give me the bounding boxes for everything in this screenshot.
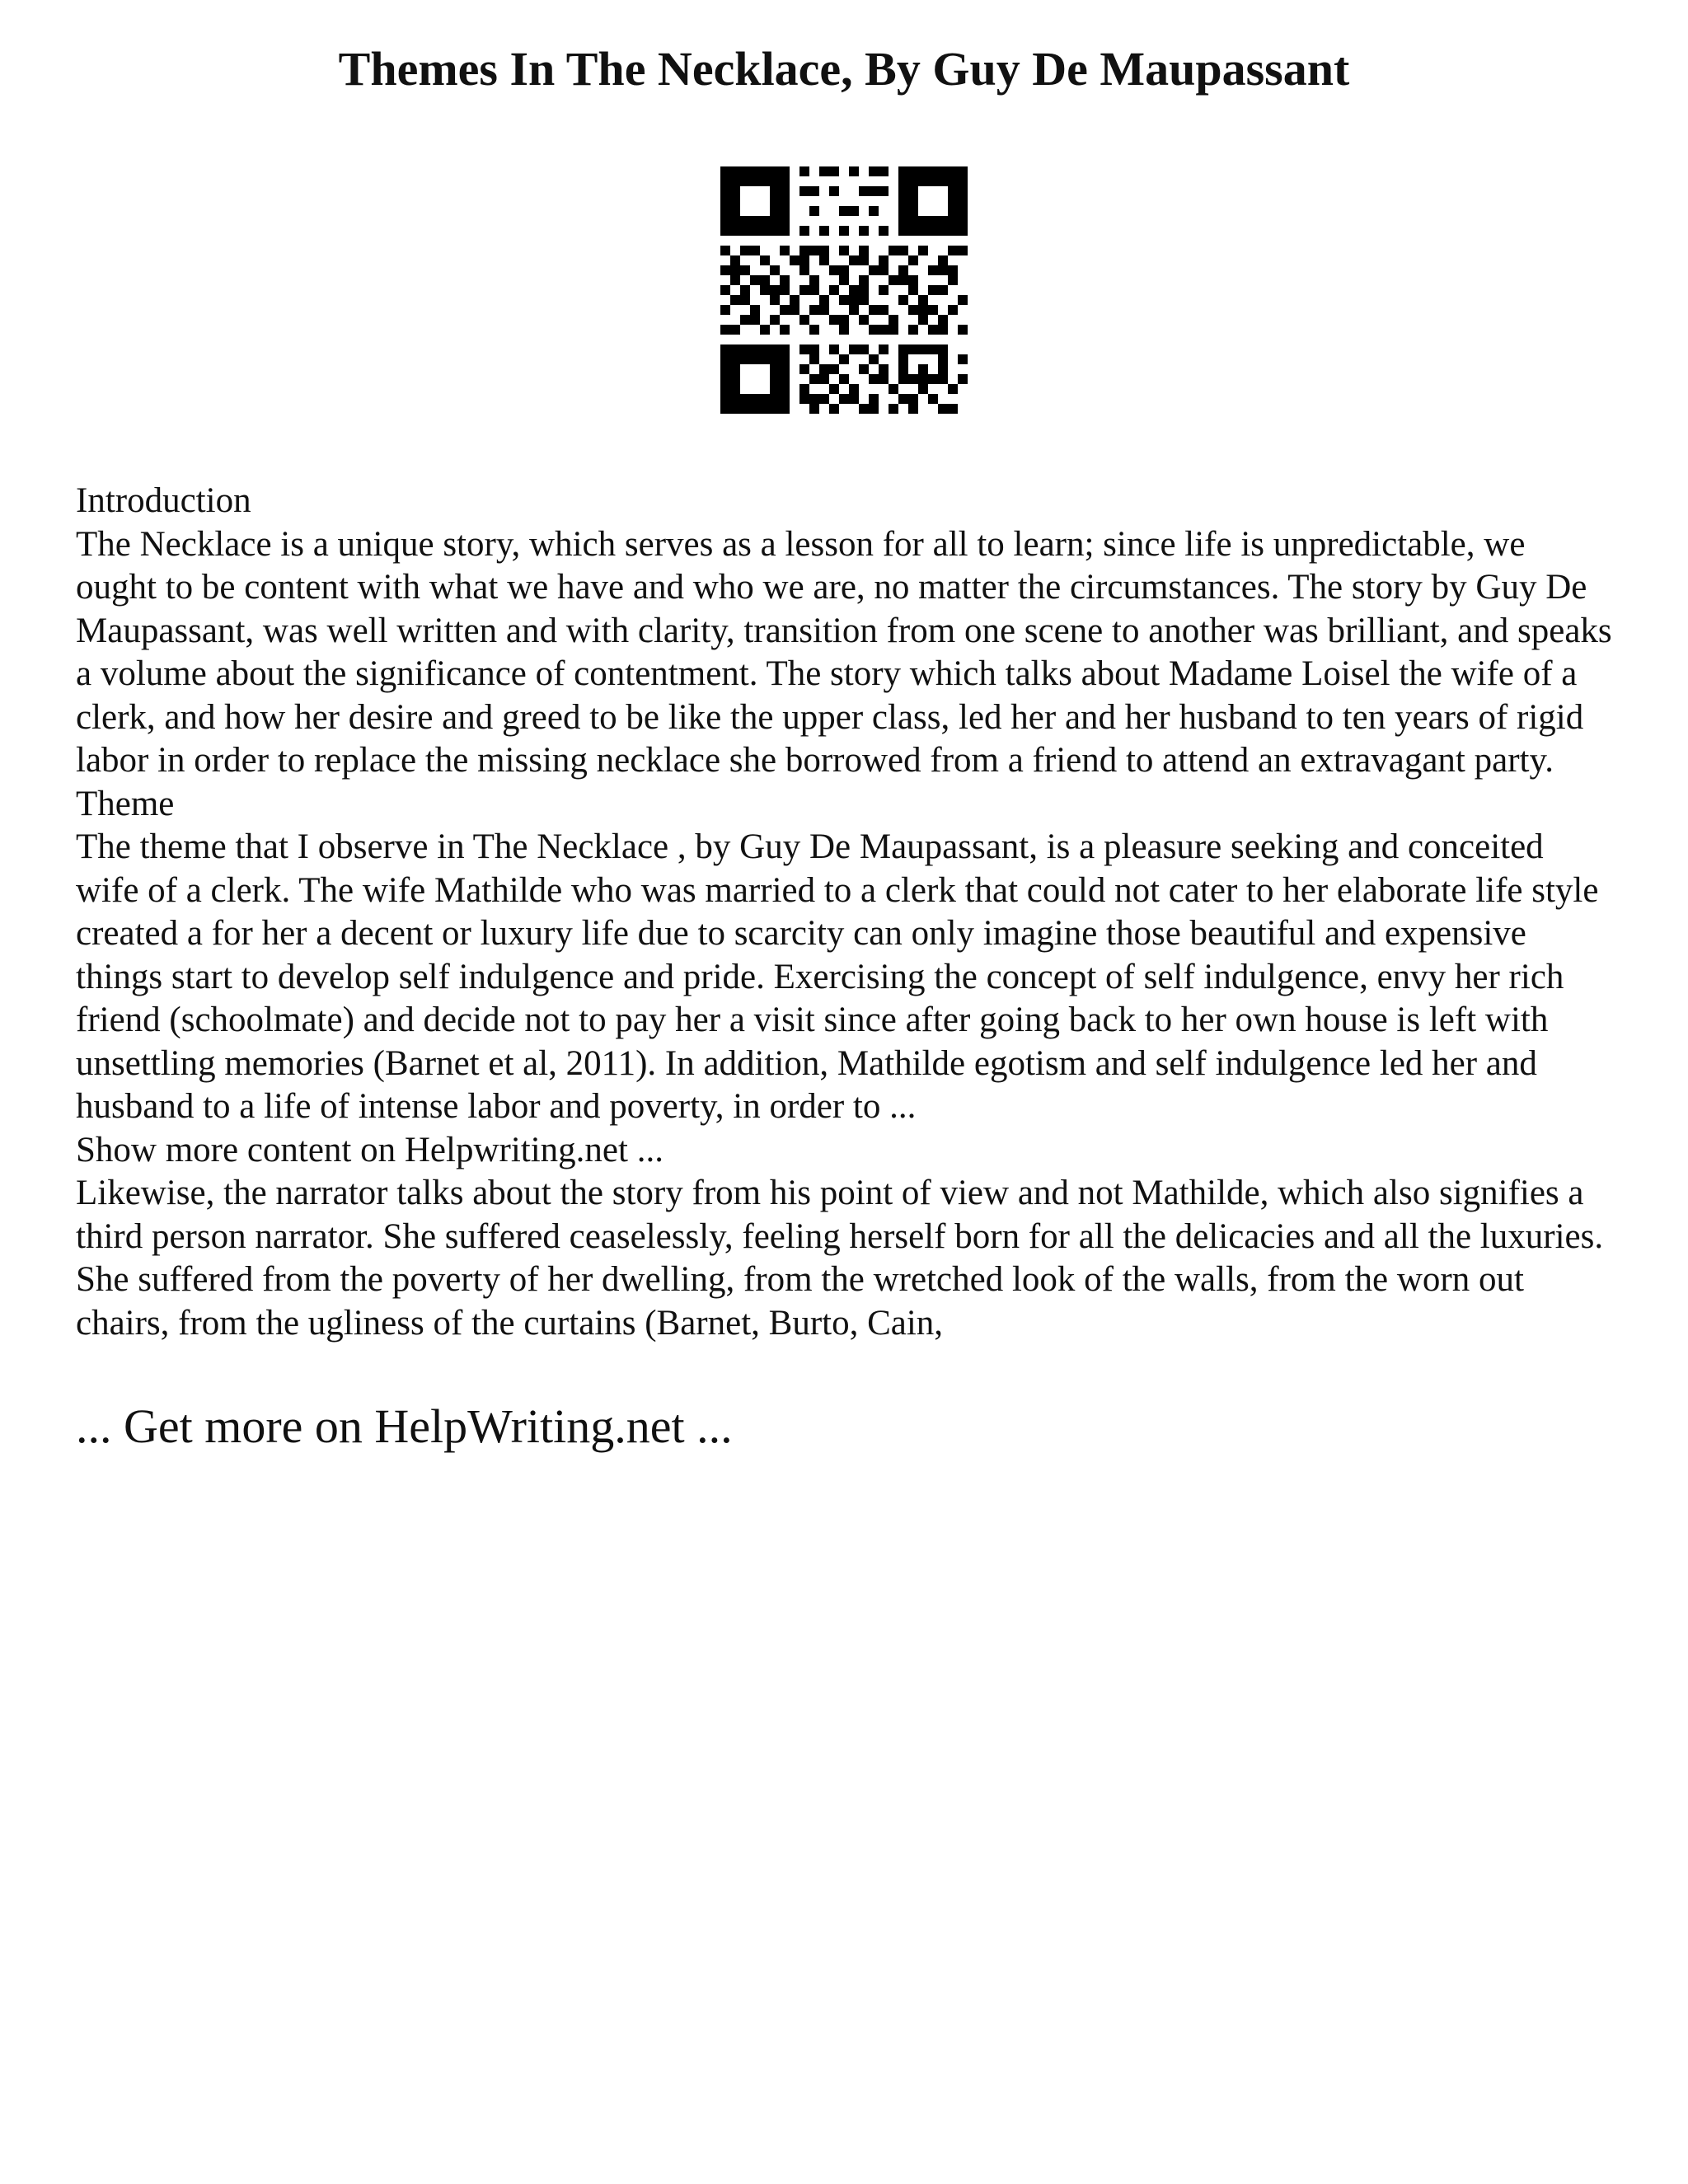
introduction-paragraph: The Necklace is a unique story, which serves as a lesson for all to learn; since life is unpredictable, we ought to be content with what we have and who we are, no matter the circumstances. The story by Guy De Maupassant, was well written and with clarity, transition from one scene to another was brilliant, and speaks a volume about the significance of contentment. The story which talks about Madame Loisel the wife of a clerk, and how her desire and greed to be like the upper class, led her and her husband to ten years of rigid labor in order to replace the missing necklace she borrowed from a friend to attend an extravagant party. xyxy=(76,524,1612,780)
introduction-heading: Introduction xyxy=(76,481,251,520)
document-title: Themes In The Necklace, By Guy De Maupassant xyxy=(338,42,1350,96)
theme-heading: Theme xyxy=(76,784,175,823)
qr-code-icon[interactable] xyxy=(720,166,968,414)
get-more-link[interactable]: ... Get more on HelpWriting.net ... xyxy=(76,1399,733,1453)
show-more-link[interactable]: Show more content on Helpwriting.net ... xyxy=(76,1130,663,1169)
continuation-paragraph: Likewise, the narrator talks about the story from his point of view and not Mathilde, which also signifies a third person narrator. She suffered ceaselessly, feeling herself born for all the delicacies and all the luxuries. She suffered from the poverty of her dwelling, from the wretched look of the walls, from the worn out chairs, from the ugliness of the curtains (Barnet, Burto, Cain, xyxy=(76,1174,1604,1343)
document-body xyxy=(76,480,1612,1345)
qr-code-container xyxy=(76,166,1612,414)
theme-paragraph: The theme that I observe in The Necklace , by Guy De Maupassant, is a pleasure seeking and conceited wife of a clerk. The wife Mathilde who was married to a clerk that could not cater to her elaborate life style created a for her a decent or luxury life due to scarcity can only imagine those beautiful and expensive things start to develop self indulgence and pride. Exercising the concept of self indulgence, envy her rich friend (schoolmate) and decide not to pay her a visit since after going back to her own house is left with unsettling memories (Barnet et al, 2011). In addition, Mathilde egotism and self indulgence led her and husband to a life of intense labor and poverty, in order to ... xyxy=(76,827,1599,1126)
